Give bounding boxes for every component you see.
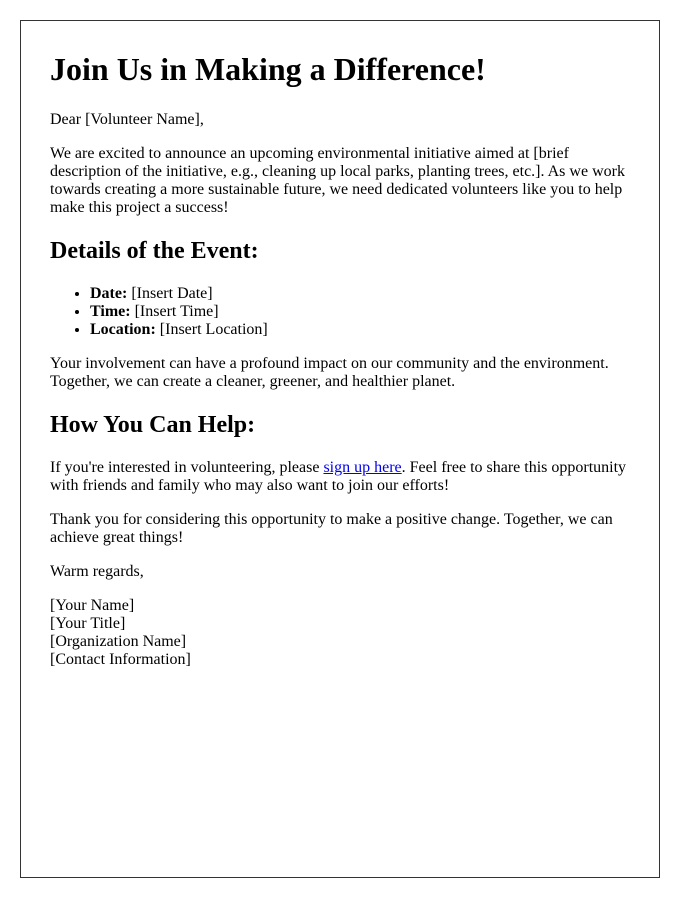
detail-item-date [90, 285, 635, 303]
help-text-after: . Feel free to share this opportunity with friends and family who may also want to join our efforts! [50, 459, 627, 494]
help-heading: How You Can Help: [50, 412, 256, 438]
detail-label: Time: [90, 303, 131, 320]
sign-up-link[interactable]: sign up here [323, 459, 402, 476]
signature-contact: [Contact Information] [50, 651, 191, 668]
signature-title: [Your Title] [50, 615, 126, 632]
detail-item-location [90, 321, 635, 339]
intro-paragraph: We are excited to announce an upcoming environmental initiative aimed at [brief description of the initiative, e.g., cleaning up local parks, planting trees, etc.]. As we work towards creating a more sustainable future, we need dedicated volunteers like you to help make this project a success! [50, 145, 625, 216]
detail-label: Location: [90, 321, 156, 338]
signature-organization: [Organization Name] [50, 633, 187, 650]
detail-item-time [90, 303, 635, 321]
letter-page [20, 20, 660, 878]
thanks-paragraph: Thank you for considering this opportunity to make a positive change. Together, we can achieve great things! [50, 511, 613, 546]
detail-value: [Insert Date] [131, 285, 213, 302]
signature-block [50, 597, 635, 669]
letter-title: Join Us in Making a Difference! [50, 51, 486, 87]
detail-value: [Insert Location] [159, 321, 268, 338]
impact-paragraph: Your involvement can have a profound impact on our community and the environment. Together, we can create a cleaner, greener, and healthier planet. [50, 355, 609, 390]
signature-name: [Your Name] [50, 597, 135, 614]
detail-value: [Insert Time] [134, 303, 219, 320]
help-paragraph [50, 459, 635, 495]
details-heading: Details of the Event: [50, 238, 259, 264]
letter-content [50, 21, 635, 669]
greeting: Dear [Volunteer Name], [50, 111, 204, 128]
help-text-before: If you're interested in volunteering, please [50, 459, 324, 476]
closing: Warm regards, [50, 563, 144, 580]
details-list [50, 285, 635, 339]
detail-label: Date: [90, 285, 128, 302]
